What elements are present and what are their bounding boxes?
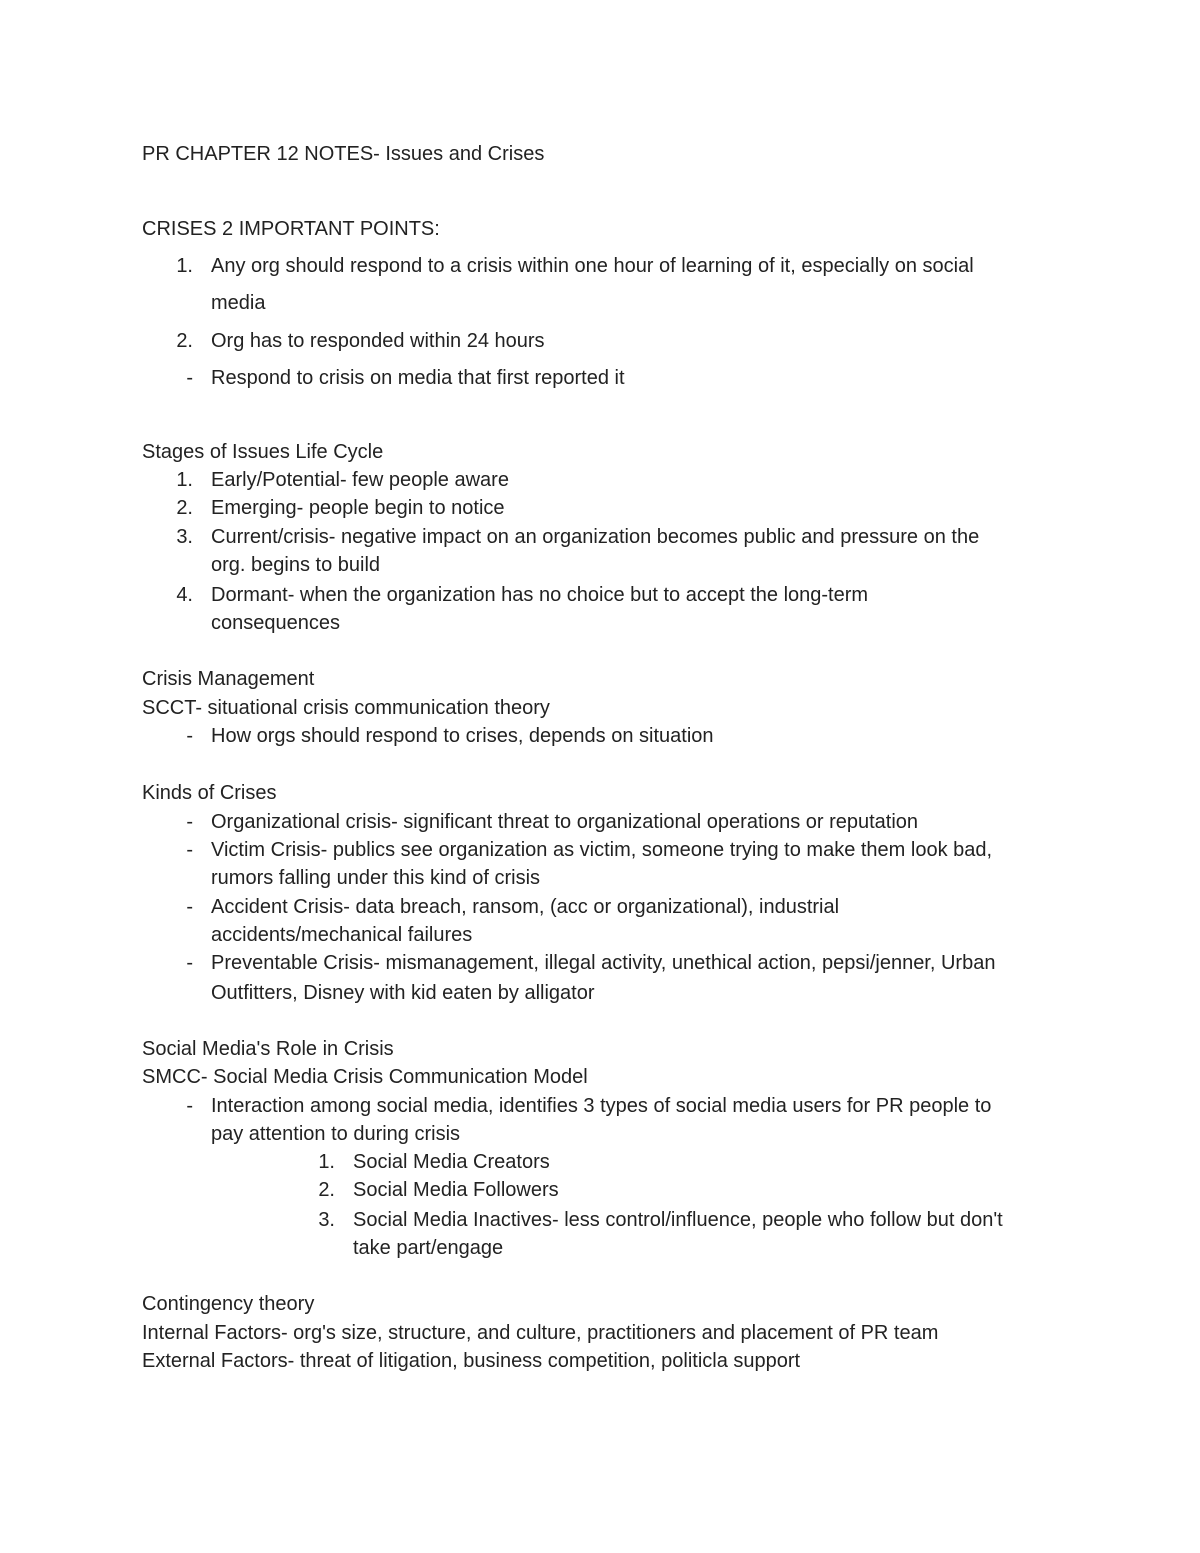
scct-definition: SCCT- situational crisis communication theory xyxy=(142,697,550,719)
external-factors: External Factors- threat of litigation, business competition, politicla support xyxy=(142,1350,801,1372)
page-title: PR CHAPTER 12 NOTES- Issues and Crises xyxy=(142,143,545,165)
list-item-continuation: consequences xyxy=(211,612,340,634)
sublist-item-continuation: take part/engage xyxy=(353,1237,504,1259)
list-marker: - xyxy=(186,367,193,389)
sublist-marker: 1. xyxy=(318,1151,335,1173)
list-marker: - xyxy=(186,896,193,918)
sublist-item: Social Media Inactives- less control/influence, people who follow but don't xyxy=(353,1209,1003,1231)
crisis-management-heading: Crisis Management xyxy=(142,668,315,690)
sublist-item: Social Media Creators xyxy=(353,1151,550,1173)
list-marker: - xyxy=(186,1095,193,1117)
list-item-continuation: Outfitters, Disney with kid eaten by alligator xyxy=(211,982,595,1004)
list-item: Dormant- when the organization has no choice but to accept the long-term xyxy=(211,584,869,606)
list-item: Interaction among social media, identifies 3 types of social media users for PR people to xyxy=(211,1095,992,1117)
list-marker: 2. xyxy=(176,330,193,352)
list-marker: - xyxy=(186,952,193,974)
list-marker: 4. xyxy=(176,584,193,606)
list-item: Preventable Crisis- mismanagement, illegal activity, unethical action, pepsi/jenner, Urban xyxy=(211,952,996,974)
list-marker: 3. xyxy=(176,526,193,548)
list-item-continuation: accidents/mechanical failures xyxy=(211,924,473,946)
social-media-heading: Social Media's Role in Crisis xyxy=(142,1038,394,1060)
list-item-continuation: pay attention to during crisis xyxy=(211,1123,461,1145)
list-item: Victim Crisis- publics see organization as victim, someone trying to make them look bad, xyxy=(211,839,993,861)
list-marker: - xyxy=(186,839,193,861)
sublist-marker: 2. xyxy=(318,1179,335,1201)
internal-factors: Internal Factors- org's size, structure, and culture, practitioners and placement of PR team xyxy=(142,1322,939,1344)
list-item: Accident Crisis- data breach, ransom, (acc or organizational), industrial xyxy=(211,896,840,918)
list-marker: - xyxy=(186,811,193,833)
list-item-continuation: org. begins to build xyxy=(211,554,381,576)
issues-cycle-heading: Stages of Issues Life Cycle xyxy=(142,441,384,463)
list-marker: 1. xyxy=(176,255,193,277)
list-item: Current/crisis- negative impact on an organization becomes public and pressure on the xyxy=(211,526,980,548)
list-item: Emerging- people begin to notice xyxy=(211,497,505,519)
contingency-heading: Contingency theory xyxy=(142,1293,315,1315)
list-item: Organizational crisis- significant threat to organizational operations or reputation xyxy=(211,811,919,833)
list-item: Any org should respond to a crisis within one hour of learning of it, especially on social xyxy=(211,255,974,277)
list-item-continuation: media xyxy=(211,292,266,314)
list-marker: 2. xyxy=(176,497,193,519)
list-item: Org has to responded within 24 hours xyxy=(211,330,545,352)
list-item: Early/Potential- few people aware xyxy=(211,469,509,491)
list-marker: 1. xyxy=(176,469,193,491)
crises-heading: CRISES 2 IMPORTANT POINTS: xyxy=(142,218,440,240)
list-item: Respond to crisis on media that first reported it xyxy=(211,367,625,389)
list-marker: - xyxy=(186,725,193,747)
smcc-definition: SMCC- Social Media Crisis Communication Model xyxy=(142,1066,588,1088)
kinds-heading: Kinds of Crises xyxy=(142,782,277,804)
list-item: How orgs should respond to crises, depends on situation xyxy=(211,725,714,747)
sublist-item: Social Media Followers xyxy=(353,1179,559,1201)
list-item-continuation: rumors falling under this kind of crisis xyxy=(211,867,541,889)
sublist-marker: 3. xyxy=(318,1209,335,1231)
